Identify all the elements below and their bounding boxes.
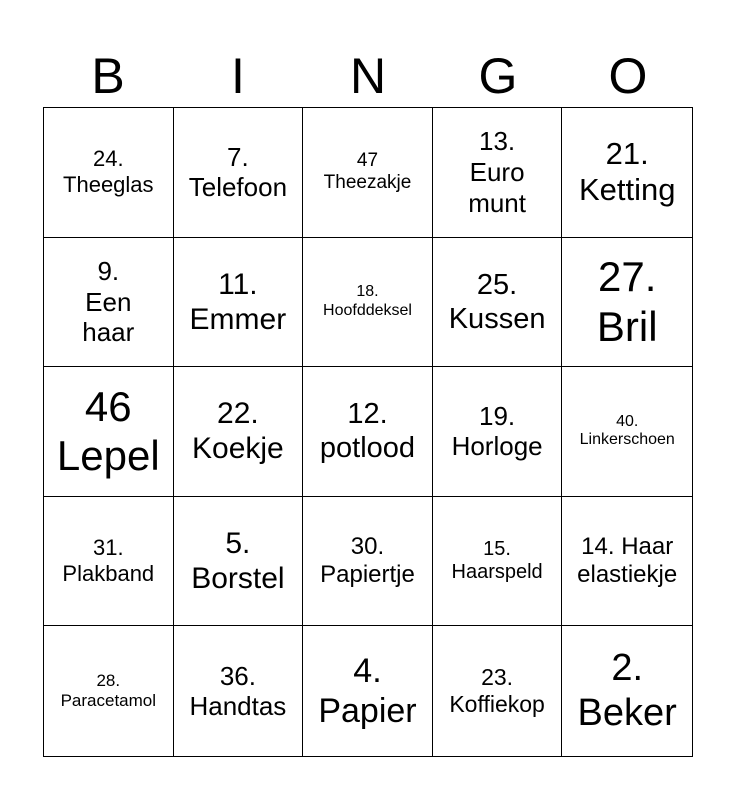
bingo-cell[interactable] <box>174 626 304 756</box>
header-letter-o: O <box>608 48 648 104</box>
bingo-cell[interactable] <box>433 626 563 756</box>
bingo-cell[interactable] <box>303 626 433 756</box>
bingo-board <box>43 107 693 757</box>
cell-text: 23. Koffiekop <box>449 664 545 718</box>
bingo-header <box>43 45 693 107</box>
cell-text: 47 Theezakje <box>323 149 412 194</box>
cell-text: 40. Linkerschoen <box>579 412 675 449</box>
bingo-cell[interactable] <box>44 626 174 756</box>
bingo-cell[interactable] <box>562 108 692 238</box>
cell-text: 27. Bril <box>596 253 658 350</box>
cell-text: 7. Telefoon <box>188 141 288 203</box>
cell-text: 4. Papier <box>318 652 417 731</box>
cell-text: 18. Hoofddeksel <box>323 283 412 319</box>
bingo-cell[interactable] <box>562 626 692 756</box>
header-letter-n: N <box>349 48 387 104</box>
bingo-cell[interactable] <box>303 108 433 238</box>
cell-text: 11. Emmer <box>189 267 287 336</box>
cell-text: 21. Ketting <box>578 135 676 208</box>
cell-text: 25. Kussen <box>448 268 546 335</box>
bingo-cell[interactable] <box>44 367 174 497</box>
cell-text: 2. Beker <box>577 647 677 735</box>
cell-text: 15. Haarspeld <box>451 537 543 584</box>
cell-text: 12. potlood <box>319 398 416 465</box>
bingo-cell[interactable] <box>562 367 692 497</box>
bingo-cell[interactable] <box>303 238 433 368</box>
cell-text: 46 Lepel <box>56 382 160 480</box>
cell-text: 13. Euro munt <box>468 126 526 218</box>
bingo-cell[interactable] <box>174 238 304 368</box>
bingo-cell[interactable] <box>433 238 563 368</box>
bingo-cell[interactable] <box>174 497 304 627</box>
cell-text: 24. Theeglas <box>63 146 154 198</box>
bingo-cell[interactable] <box>562 497 692 627</box>
header-letter-g: G <box>478 48 518 104</box>
cell-text: 28. Paracetamol <box>60 671 157 711</box>
bingo-cell[interactable] <box>174 367 304 497</box>
cell-text: 5. Borstel <box>191 526 285 596</box>
cell-text: 14. Haar elastiekje <box>577 532 678 589</box>
cell-text: 31. Plakband <box>62 535 155 587</box>
bingo-cell[interactable] <box>44 238 174 368</box>
bingo-cell[interactable] <box>174 108 304 238</box>
header-letter-b: B <box>91 48 125 104</box>
cell-text: 36. Handtas <box>189 660 287 722</box>
cell-text: 30. Papiertje <box>320 532 415 589</box>
cell-text: 9. Een haar <box>82 255 135 348</box>
cell-text: 22. Koekje <box>192 397 284 466</box>
bingo-cell[interactable] <box>303 367 433 497</box>
header-letter-i: I <box>231 48 245 104</box>
cell-text: 19. Horloge <box>451 400 543 462</box>
bingo-cell[interactable] <box>433 497 563 627</box>
bingo-cell[interactable] <box>44 108 174 238</box>
bingo-cell[interactable] <box>433 108 563 238</box>
bingo-cell[interactable] <box>303 497 433 627</box>
bingo-cell[interactable] <box>44 497 174 627</box>
bingo-cell[interactable] <box>562 238 692 368</box>
bingo-cell[interactable] <box>433 367 563 497</box>
